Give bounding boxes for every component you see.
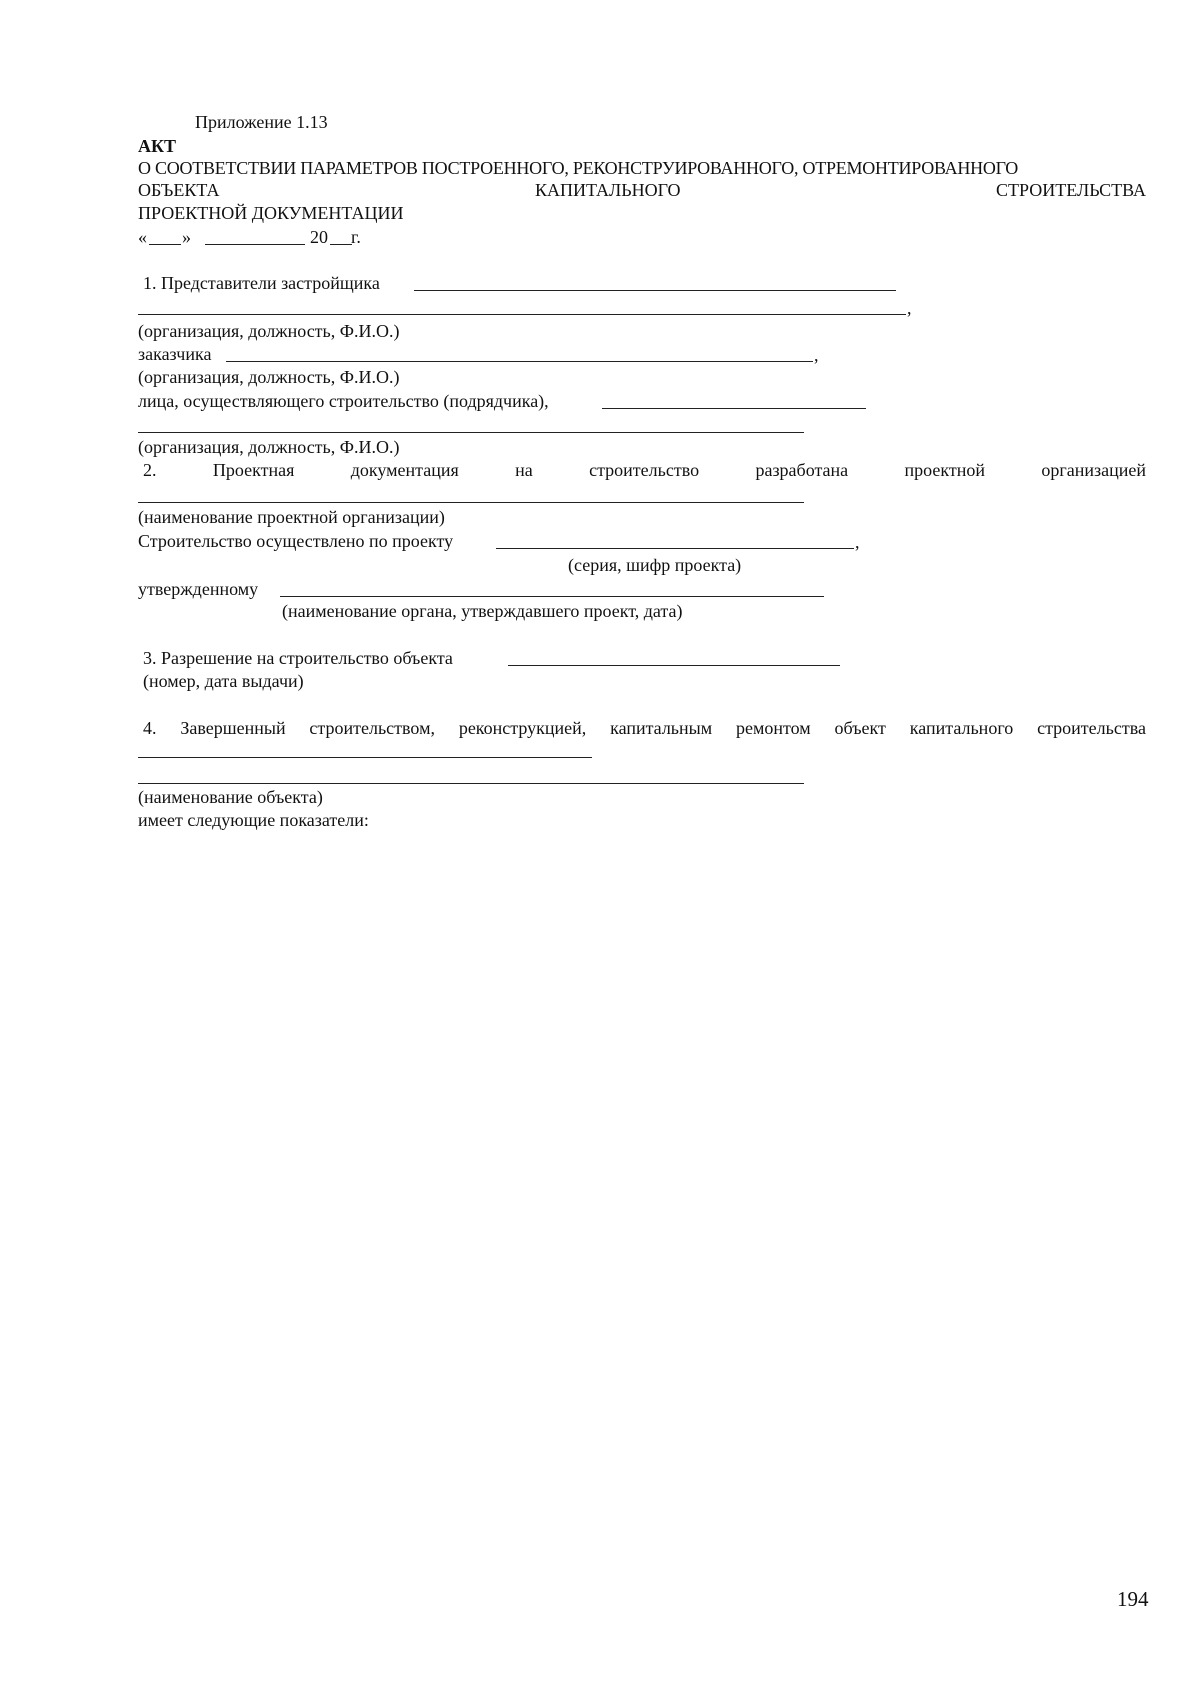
approved-label: утвержденному	[138, 579, 259, 599]
developer-field-1[interactable]	[414, 290, 896, 291]
object-hint: (наименование объекта)	[138, 787, 323, 807]
indicators-label: имеет следующие показатели:	[138, 810, 369, 830]
section4-word: реконструкцией,	[458, 718, 587, 738]
section2-word: разработана	[755, 460, 849, 480]
date-day-field[interactable]	[149, 244, 181, 245]
design-org-field[interactable]	[138, 502, 804, 503]
approved-field[interactable]	[280, 596, 824, 597]
section2-word: организацией	[1041, 460, 1146, 480]
section4-word: Завершенный	[180, 718, 286, 738]
section4-word: капитальным	[610, 718, 713, 738]
project-hint: (серия, шифр проекта)	[568, 555, 742, 575]
document-title: АКТ	[138, 136, 177, 156]
section2-word: строительство	[589, 460, 700, 480]
section2-word: Проектная	[212, 460, 295, 480]
approved-hint: (наименование органа, утверждавшего проект, дата)	[282, 601, 683, 621]
section4-word: строительства	[1037, 718, 1146, 738]
date-month-field[interactable]	[205, 244, 305, 245]
document-subtitle-line3: ПРОЕКТНОЙ ДОКУМЕНТАЦИИ	[138, 203, 404, 223]
customer-hint: (организация, должность, Ф.И.О.)	[138, 367, 400, 387]
appendix-label: Приложение 1.13	[195, 112, 328, 132]
developer-field-comma: ,	[907, 298, 912, 318]
date-close-quote: »	[182, 227, 191, 247]
customer-field-comma: ,	[814, 345, 819, 365]
section2-design-line	[143, 459, 1146, 481]
project-label: Строительство осуществлено по проекту	[138, 531, 454, 551]
permit-field[interactable]	[508, 665, 840, 666]
object-field-1[interactable]	[138, 757, 592, 758]
section1-developer-label: 1. Представители застройщика	[143, 273, 380, 293]
object-field-2[interactable]	[138, 783, 804, 784]
date-year-prefix: 20	[310, 227, 328, 247]
section2-word: 2.	[143, 460, 157, 480]
permit-hint: (номер, дата выдачи)	[143, 671, 304, 691]
section2-word: документация	[350, 460, 459, 480]
section4-word: 4.	[143, 718, 157, 738]
design-org-hint: (наименование проектной организации)	[138, 507, 445, 527]
subtitle-word: СТРОИТЕЛЬСТВА	[996, 180, 1146, 200]
contractor-field-1[interactable]	[602, 408, 866, 409]
section4-word: ремонтом	[735, 718, 811, 738]
contractor-field-2[interactable]	[138, 432, 804, 433]
developer-field-2[interactable]	[138, 314, 906, 315]
section2-word: на	[515, 460, 533, 480]
date-year-suffix: г.	[351, 227, 361, 247]
project-field-comma: ,	[855, 532, 860, 552]
section2-word: проектной	[904, 460, 986, 480]
page-number: 194	[1117, 1587, 1149, 1611]
date-open-quote: «	[138, 227, 147, 247]
date-year-field[interactable]	[330, 244, 352, 245]
section4-word: капитального	[909, 718, 1014, 738]
customer-field[interactable]	[226, 361, 813, 362]
subtitle-word: ОБЪЕКТА	[138, 180, 220, 200]
customer-label: заказчика	[138, 344, 212, 364]
document-subtitle-line1: О СООТВЕТСТВИИ ПАРАМЕТРОВ ПОСТРОЕННОГО, РЕКОНСТРУИРОВАННОГО, ОТРЕМОНТИРОВАННОГО	[138, 158, 1019, 178]
contractor-hint: (организация, должность, Ф.И.О.)	[138, 437, 400, 457]
section4-object-line	[143, 717, 1146, 739]
contractor-label: лица, осуществляющего строительство (подрядчика),	[138, 391, 549, 411]
section3-permit-label: 3. Разрешение на строительство объекта	[143, 648, 453, 668]
developer-hint: (организация, должность, Ф.И.О.)	[138, 321, 400, 341]
subtitle-word: КАПИТАЛЬНОГО	[534, 180, 681, 200]
section4-word: строительством,	[309, 718, 435, 738]
project-field[interactable]	[496, 548, 854, 549]
section4-word: объект	[834, 718, 886, 738]
document-subtitle-line2	[138, 179, 1146, 201]
